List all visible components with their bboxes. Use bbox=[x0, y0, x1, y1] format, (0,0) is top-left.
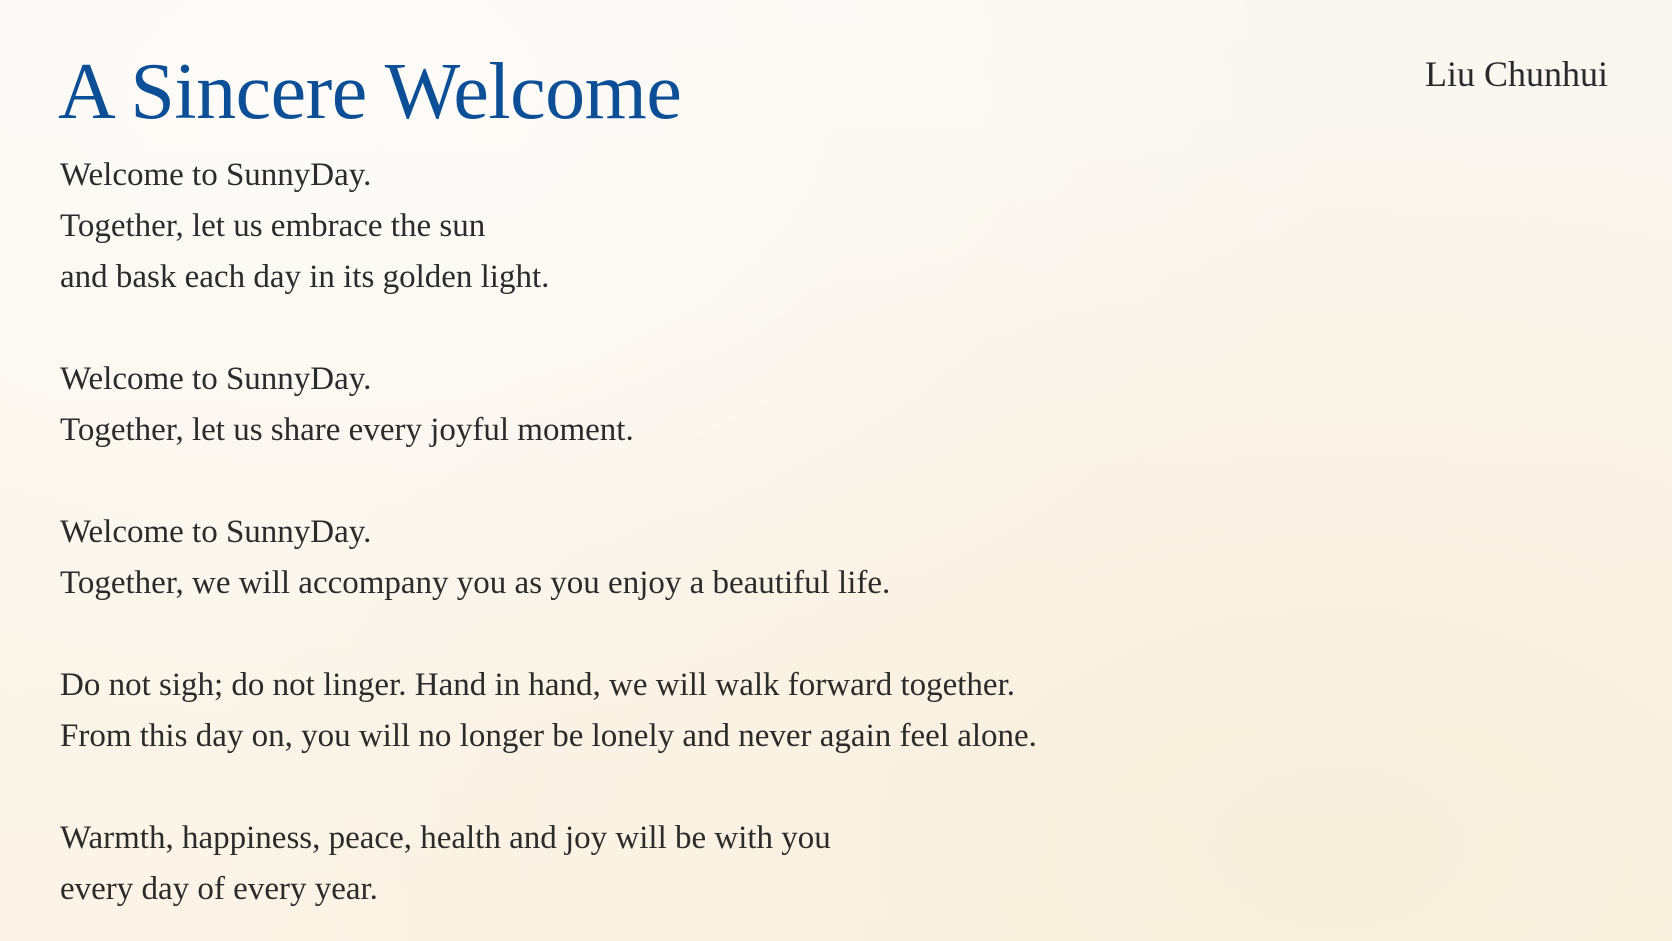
stanza bbox=[60, 150, 1360, 303]
poem-line: Do not sigh; do not linger. Hand in hand, we will walk forward together. bbox=[60, 667, 1016, 703]
stanza bbox=[60, 813, 1360, 915]
poem-title: A Sincere Welcome bbox=[58, 48, 682, 136]
poem-body bbox=[60, 150, 1360, 915]
stanza bbox=[60, 507, 1360, 609]
poem-line: Together, let us share every joyful moment. bbox=[60, 412, 634, 448]
poem-line: Warmth, happiness, peace, health and joy will be with you bbox=[60, 820, 831, 856]
poem-line: every day of every year. bbox=[60, 871, 378, 907]
poem-line: From this day on, you will no longer be lonely and never again feel alone. bbox=[60, 718, 1037, 754]
author-name: Liu Chunhui bbox=[1424, 54, 1608, 94]
stanza bbox=[60, 660, 1360, 762]
poem-line: Together, we will accompany you as you enjoy a beautiful life. bbox=[60, 565, 891, 601]
poem-line: Welcome to SunnyDay. bbox=[60, 514, 372, 550]
poem-line: Welcome to SunnyDay. bbox=[60, 361, 372, 397]
poem-line: Welcome to SunnyDay. bbox=[60, 157, 372, 193]
poem-line: and bask each day in its golden light. bbox=[60, 259, 550, 295]
stanza bbox=[60, 354, 1360, 456]
poem-line: Together, let us embrace the sun bbox=[60, 208, 486, 244]
